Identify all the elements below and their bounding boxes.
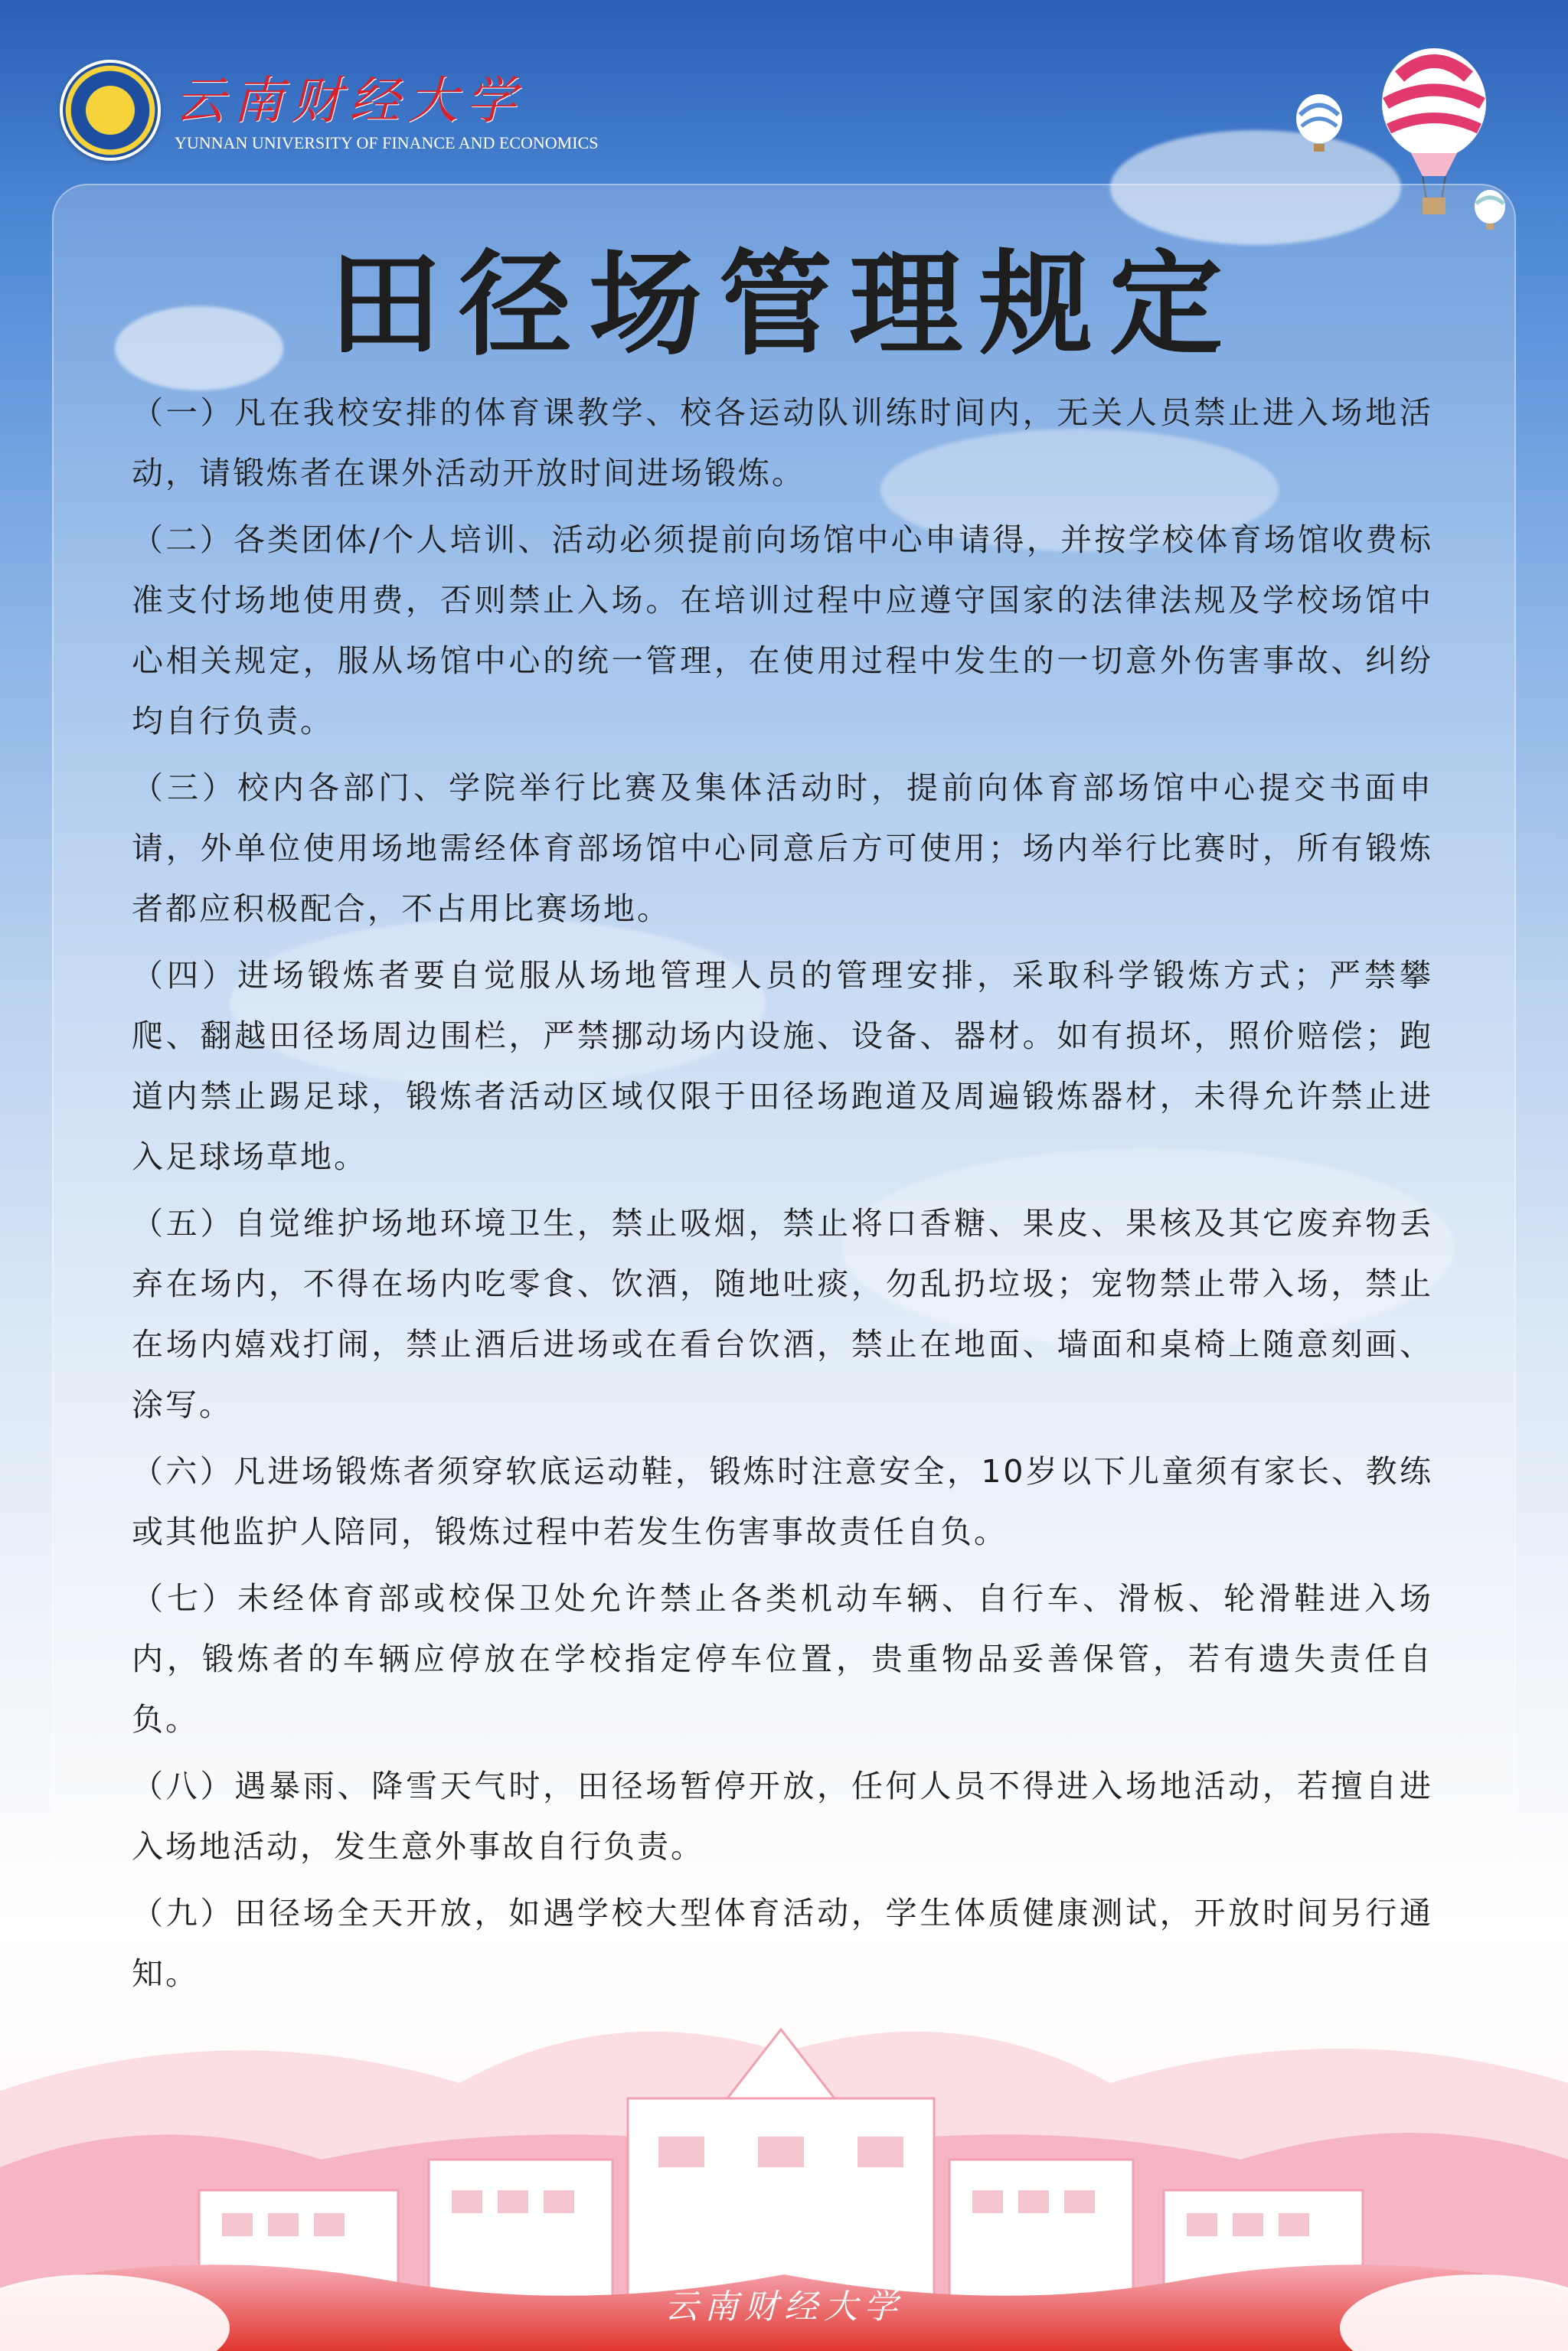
university-logo — [60, 60, 161, 161]
rule-paragraph: （九）田径场全天开放，如遇学校大型体育活动，学生体质健康测试，开放时间另行通知。 — [132, 1895, 1433, 1992]
rule-paragraph: （三）校内各部门、学院举行比赛及集体活动时，提前向体育部场馆中心提交书面申请，外单位使用场地需经体育部场馆中心同意后方可使用；场内举行比赛时，所有锻炼者都应积极配合，不占用比赛场地。 — [132, 769, 1433, 927]
page-title: 田径场管理规定 — [328, 239, 1240, 371]
header — [60, 60, 611, 167]
rule-paragraph: （八）遇暴雨、降雪天气时，田径场暂停开放，任何人员不得进入场地活动，若擅自进入场地活动，发生意外事故自行负责。 — [132, 1768, 1433, 1865]
rule-paragraph: （六）凡进场锻炼者须穿软底运动鞋，锻炼时注意安全，10岁以下儿童须有家长、教练或其他监护人陪同，锻炼过程中若发生伤害事故责任自负。 — [132, 1453, 1433, 1550]
rule-paragraph: （二）各类团体/个人培训、活动必须提前向场馆中心申请得，并按学校体育场馆收费标准支付场地使用费，否则禁止入场。在培训过程中应遵守国家的法律法规及学校场馆中心相关规定，服从场馆中心的统一管理，在使用过程中发生的一切意外伤害事故、纠纷均自行负责。 — [132, 521, 1433, 740]
rule-paragraph: （五）自觉维护场地环境卫生，禁止吸烟，禁止将口香糖、果皮、果核及其它废弃物丢弃在场内，不得在场内吃零食、饮酒，随地吐痰，勿乱扔垃圾；宠物禁止带入场，禁止在场内嬉戏打闹，禁止酒后进场或在看台饮酒，禁止在地面、墙面和桌椅上随意刻画、涂写。 — [132, 1205, 1433, 1423]
footer-brand-cn: 云南财经大学 — [665, 2287, 903, 2327]
rules-list — [132, 383, 1433, 2010]
rule-paragraph: （七）未经体育部或校保卫处允许禁止各类机动车辆、自行车、滑板、轮滑鞋进入场内，锻炼者的车辆应停放在学校指定停车位置，贵重物品妥善保管，若有遗失责任自负。 — [132, 1580, 1433, 1738]
brand-name-cn: 云南财经大学 — [175, 71, 524, 130]
rule-paragraph: （四）进场锻炼者要自觉服从场地管理人员的管理安排，采取科学锻炼方式；严禁攀爬、翻越田径场周边围栏，严禁挪动场内设施、设备、器材。如有损坏，照价赔偿；跑道内禁止踢足球，锻炼者活动区域仅限于田径场跑道及周遍锻炼器材，未得允许禁止进入足球场草地。 — [132, 957, 1433, 1175]
brand-name-en: YUNNAN UNIVERSITY OF FINANCE AND ECONOMICS — [175, 133, 599, 152]
balloon-icon — [1296, 94, 1342, 152]
rule-paragraph: （一）凡在我校安排的体育课教学、校各运动队训练时间内，无关人员禁止进入场地活动，请锻炼者在课外活动开放时间进场锻炼。 — [132, 394, 1433, 491]
